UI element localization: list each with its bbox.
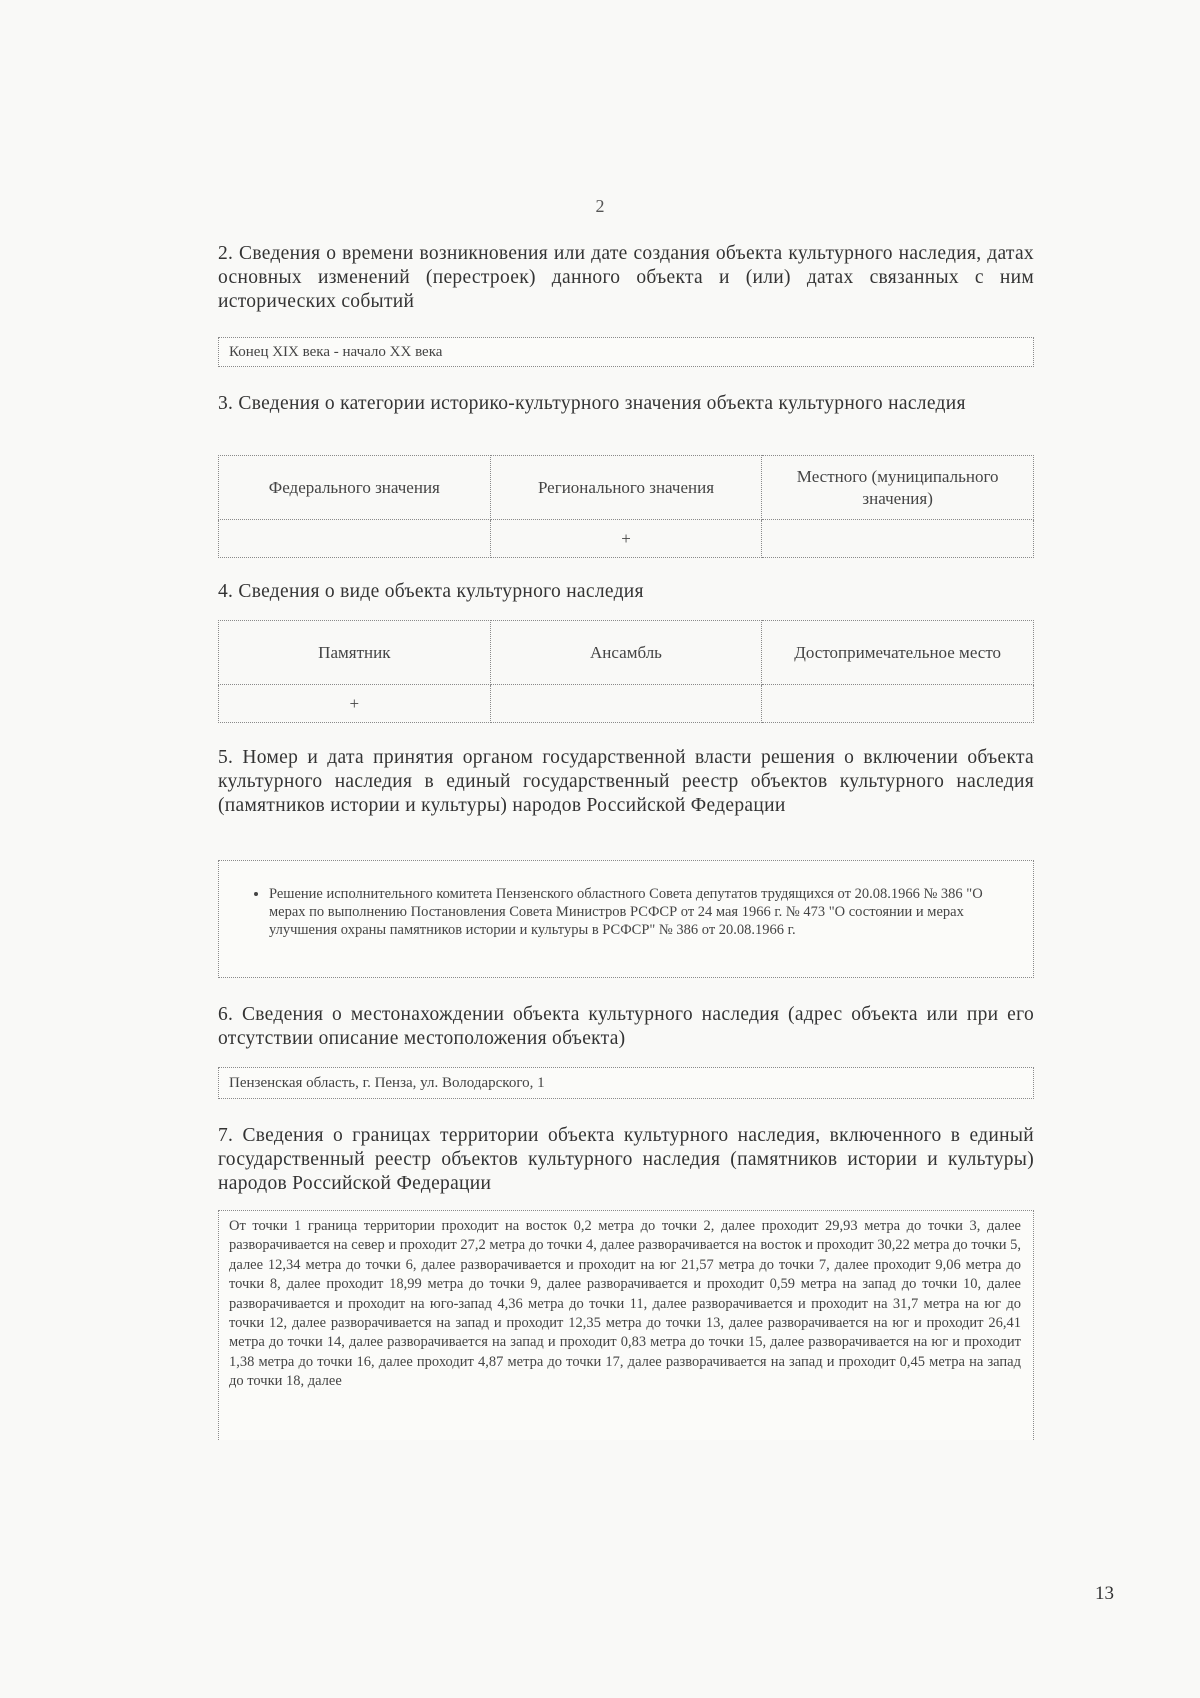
section-7-heading: 7. Сведения о границах территории объекта культурного наследия, включенного в единый государственный реестр объектов культурного наследия (памятников истории и культуры) народов Российской Федерации [218,1125,1034,1194]
section-5-heading: 5. Номер и дата принятия органом государственной власти решения о включении объекта культурного наследия в единый государственный реестр объектов культурного наследия (памятников истории и культуры) народов Российской Федерации [218,747,1034,816]
page-number-bottom: 13 [1095,1583,1114,1604]
table-header-cell: Регионального значения [490,456,762,520]
section-4 [218,580,1034,604]
decision-list [227,885,993,939]
table-header-cell: Федерального значения [219,456,491,520]
table-header-cell: Достопримечательное место [762,621,1034,685]
table-header-cell: Местного (муниципального значения) [762,456,1034,520]
section-2-value-box [218,337,1034,367]
table-row [219,685,1034,723]
table-cell [219,520,491,558]
section-2 [218,242,1034,314]
table-row [219,520,1034,558]
section-6-heading: 6. Сведения о местонахождении объекта культурного наследия (адрес объекта или при его отсутствии описание местоположения объекта) [218,1004,1034,1049]
section-2-heading: 2. Сведения о времени возникновения или дате создания объекта культурного наследия, датах основных изменений (перестроек) данного объекта и (или) датах связанных с ним исторических событий [218,243,1034,312]
table-cell [762,520,1034,558]
section-6 [218,1003,1034,1051]
section-5 [218,746,1034,818]
category-table-wrapper [218,455,1034,558]
table-cell: + [490,520,762,558]
table-cell: + [219,685,491,723]
table-header-cell: Ансамбль [490,621,762,685]
list-item: • Решение исполнительного комитета Пензенского областного Совета депутатов трудящихся от 20.08.1966 № 386 "О мерах по выполнению Постановления Совета Министров РСФСР от 24 мая 1966 г. № 473 "О состоянии и мерах улучшения охраны памятников истории и культуры в РСФСР" № 386 от 20.08.1966 г. [269,885,993,939]
section-7-boundary-box [218,1210,1034,1440]
table-header-cell: Памятник [219,621,491,685]
table-cell [490,685,762,723]
boundary-description: От точки 1 граница территории проходит на восток 0,2 метра до точки 2, далее проходит 29,93 метра до точки 3, далее разворачивается на север и проходит 27,2 метра до точки 4, далее разворачивается на восток и проходит 30,22 метра до точки 5, далее 12,34 метра до точки 6, далее разворачивается и проходит на юг 21,57 метра до точки 7, далее проходит 9,06 метра до точки 8, далее проходит 18,99 метра до точки 9, далее разворачивается и проходит 0,59 метра на запад до точки 10, далее разворачивается и проходит на юго-запад 4,36 метра до точки 11, далее разворачивается и проходит на 31,7 метра на юг до точки 12, далее разворачивается на запад и проходит 12,35 метра до точки 13, далее разворачивается на юг и проходит 26,41 метра до точки 14, далее разворачивается на запад и проходит 0,83 метра до точки 15, далее разворачивается на юг и проходит 1,38 метра до точки 16, далее проходит 4,87 метра до точки 17, далее разворачивается на запад и проходит 0,45 метра на запад до точки 18, далее [229,1218,1021,1390]
table-header-row [219,456,1034,520]
type-table-wrapper [218,620,1034,723]
section-5-decision-box [218,860,1034,978]
table-cell [762,685,1034,723]
type-table [218,620,1034,723]
section-4-heading: 4. Сведения о виде объекта культурного наследия [218,581,644,602]
section-3 [218,392,1034,416]
creation-date-value: Конец XIX века - начало XX века [229,344,443,360]
table-header-row [219,621,1034,685]
page-number-top: 2 [595,196,605,216]
category-table [218,455,1034,558]
section-3-heading: 3. Сведения о категории историко-культурного значения объекта культурного наследия [218,393,966,414]
section-7 [218,1124,1034,1196]
section-6-address-box [218,1067,1034,1099]
address-value: Пензенская область, г. Пенза, ул. Володарского, 1 [229,1075,545,1091]
